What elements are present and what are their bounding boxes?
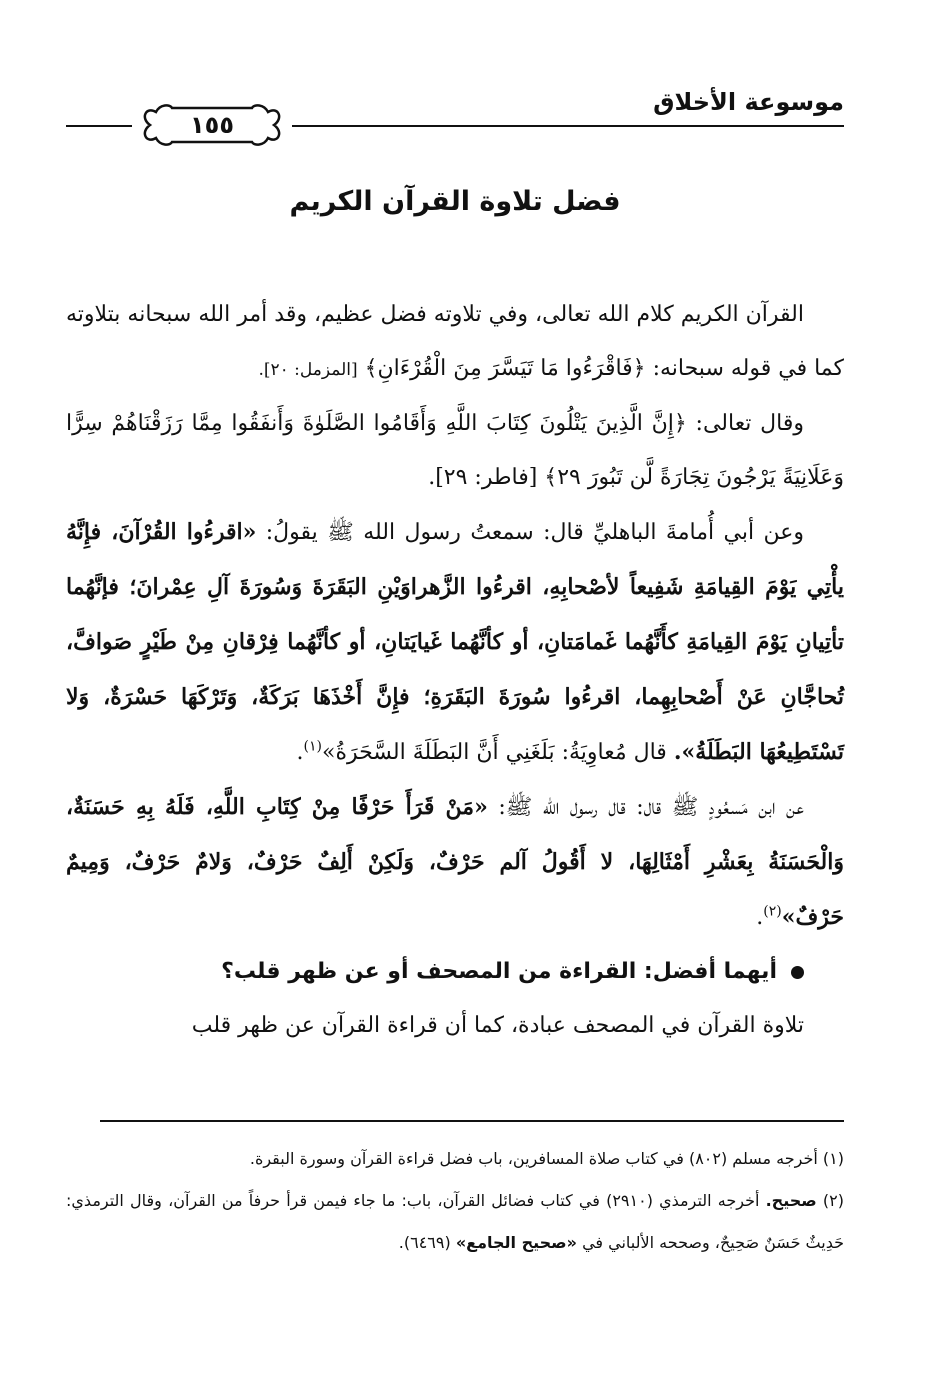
- para1-text: القرآن الكريم كلام الله تعالى، وفي تلاوته فضل عظيم، وقد أمر الله سبحانه بتلاوته كما في قوله سبحانه:: [66, 302, 844, 381]
- page-number-badge: [136, 100, 288, 150]
- quran-verse: ﴿إِنَّ الَّذِينَ يَتْلُونَ كِتَابَ اللَّهِ وَأَقَامُوا الصَّلَوٰةَ وَأَنفَقُوا مِمَّا رَزَقْنَاهُمْ سِرًّا وَعَلَانِيَةً يَرْجُونَ تِجَارَةً لَّن تَبُورَ ٢٩﴾: [66, 411, 844, 490]
- paragraph-2: [66, 397, 844, 505]
- para4-intro: عن ابن مَسعُودٍ ﷺ قال: قال رسول الله ﷺ:: [487, 795, 804, 820]
- para3-tail: قال مُعاوِيَةُ: بَلَغَنِي أَنَّ البَطَلَةَ السَّحَرَةُ»: [321, 740, 674, 765]
- question-text: أيهما أفضل: القراءة من المصحف أو عن ظهر قلب؟: [221, 959, 777, 984]
- footnote-text: أخرجه مسلم (٨٠٢) في كتاب صلاة المسافرين، باب فضل قراءة القرآن وسورة البقرة.: [249, 1149, 818, 1168]
- header-rule-left: [66, 125, 132, 127]
- running-title: موسوعة الأخلاق: [653, 88, 844, 116]
- hadith-text: «اقرءُوا القُرْآنَ، فإِنَّهُ يأْتِي يَوْمَ القِيامَةِ شَفِيعاً لأصْحابِهِ، اقرءُوا الزَّهراوَيْنِ البَقَرَةَ وَسُورَةَ آلِ عِمْرانَ؛ فإنَّهُما تأتِيانِ يَوْمَ القِيامَةِ كأَنَّهُما غَمامَتانِ، أو كأنَّهُما غَيايَتانِ، أو كأنَّهُما فِرْقانِ مِنْ طَيْرٍ صَوافَّ، تُحاجَّانِ عَنْ أَصْحابِهِما، اقرءُوا سُورَةَ البَقَرَةِ؛ فإِنَّ أَخْذَهَا بَرَكَةٌ، وَتَرْكَهَا حَسْرَةٌ، وَلا تَسْتَطِيعُهَا البَطَلَةُ».: [66, 519, 844, 765]
- para4-end: .: [756, 905, 764, 930]
- verse-reference: [المزمل: ٢٠].: [258, 360, 358, 380]
- bullet-icon: [791, 966, 804, 979]
- verse-reference: [فاطر: ٢٩].: [428, 465, 538, 490]
- section-question: [66, 945, 844, 999]
- footnote-ref: (١): [303, 738, 322, 755]
- footnote-end: (٦٤٦٩).: [398, 1233, 456, 1252]
- page-number: ١٥٥: [190, 111, 234, 139]
- grading-label: صحيح.: [765, 1191, 817, 1210]
- book-title: «صحيح الجامع»: [455, 1233, 577, 1252]
- footnote-separator: [100, 1120, 844, 1122]
- paragraph-4: [66, 780, 844, 945]
- footnote-2: [66, 1180, 844, 1264]
- footnotes: [66, 1138, 844, 1264]
- para2-text: وقال تعالى:: [686, 411, 804, 436]
- header-rule: [292, 125, 844, 127]
- chapter-title: فضل تلاوة القرآن الكريم: [289, 186, 621, 217]
- paragraph-3: [66, 505, 844, 780]
- para3-end: .: [296, 740, 304, 765]
- page-header: [66, 84, 844, 154]
- paragraph-1: [66, 288, 844, 397]
- footnote-number: (٢): [822, 1191, 844, 1210]
- quran-verse: ﴿فَاقْرَءُوا مَا تَيَسَّرَ مِنَ الْقُرْءَانِ﴾: [364, 356, 646, 381]
- footnote-number: (١): [822, 1149, 844, 1168]
- footnote-ref: (٢): [763, 903, 782, 920]
- paragraph-5: تلاوة القرآن في المصحف عبادة، كما أن قراءة القرآن عن ظهر قلب: [191, 1013, 804, 1038]
- para3-intro: وعن أبي أُمامةَ الباهليِّ قال: سمعتُ رسول الله ﷺ يقولُ:: [256, 520, 804, 545]
- hadith-text: «مَنْ قَرَأَ حَرْفًا مِنْ كِتَابِ اللَّهِ، فَلَهُ بِهِ حَسَنَةٌ، وَالْحَسَنَةُ بِعَشْرِ أَمْثَالِهَا، لا أَقُولُ آلم حَرْفٌ، وَلَكِنْ أَلِفٌ حَرْفٌ، وَلامٌ حَرْفٌ، وَمِيمٌ حَرْفٌ»: [66, 794, 844, 930]
- footnote-1: [66, 1138, 844, 1180]
- footnote-text: أخرجه الترمذي (٢٩١٠) في كتاب فضائل القرآن، باب: ما جاء فيمن قرأ حرفاً من القرآن، وقال الترمذي: حَدِيثٌ حَسَنٌ صَحِيحٌ، وصححه الألباني في: [66, 1191, 844, 1252]
- body-text: [66, 288, 844, 1053]
